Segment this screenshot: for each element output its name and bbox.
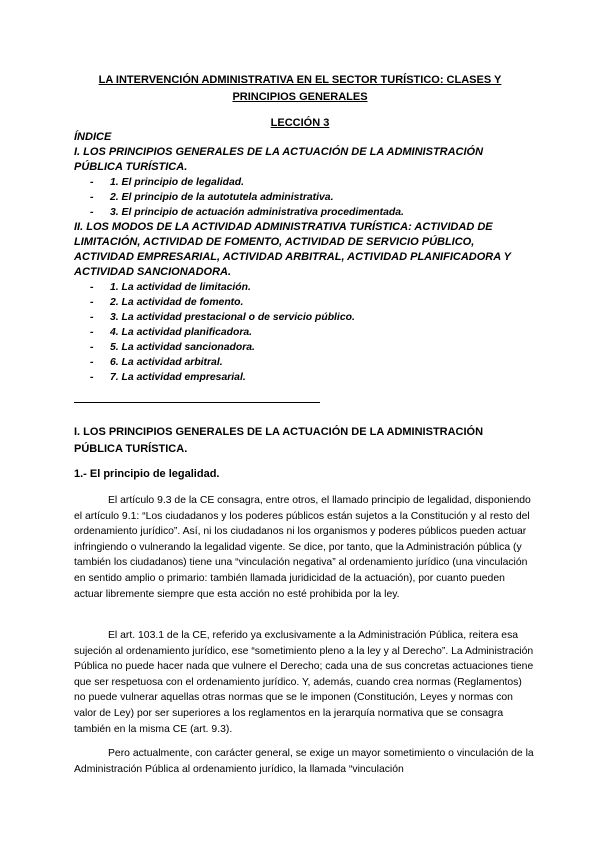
index-item: [74, 370, 524, 385]
bullet-dash: -: [90, 312, 94, 323]
index-item-text: 3. El principio de actuación administrativa procedimentada.: [110, 207, 404, 218]
paragraph-text: El art. 103.1 de la CE, referido ya exclusivamente a la Administración Pública, reitera esa sujeción al ordenamiento jurídico, ese “sometimiento pleno a la ley y al Derecho”. La Administración Pública no puede hacer nada que vulnere el Derecho; cada una de sus concretas actuaciones tiene que ser respetuosa con el ordenamiento jurídico. Y, además, cuando crea normas (Reglamentos) no puede vulnerar aquellas otras normas que se le imponen (Constitución, Leyes y normas con valor de Ley) por ser superiores a los reglamentos en la jerarquía normativa que se consagra también en la misma CE (art. 9.3).: [74, 630, 534, 735]
index-section-1: I. LOS PRINCIPIOS GENERALES DE LA ACTUACIÓN DE LA ADMINISTRACIÓN PÚBLICA TURÍSTICA.: [74, 146, 484, 173]
bullet-dash: -: [90, 192, 94, 203]
section-heading: I. LOS PRINCIPIOS GENERALES DE LA ACTUACIÓN DE LA ADMINISTRACIÓN PÚBLICA TURÍSTICA.: [74, 426, 484, 455]
index-item-text: 5. La actividad sancionadora.: [110, 342, 255, 353]
bullet-dash: -: [90, 372, 94, 383]
subsection-heading: 1.- El principio de legalidad.: [74, 468, 220, 480]
index-item: [74, 355, 524, 370]
bullet-dash: -: [90, 177, 94, 188]
index-item-text: 3. La actividad prestacional o de servicio público.: [110, 312, 355, 323]
bullet-dash: -: [90, 357, 94, 368]
index-item: [74, 175, 524, 190]
index-item: [74, 295, 524, 310]
index-item-text: 7. La actividad empresarial.: [110, 372, 246, 383]
index-item: [74, 310, 524, 325]
index-section-2: II. LOS MODOS DE LA ACTIVIDAD ADMINISTRATIVA TURÍSTICA: ACTIVIDAD DE LIMITACIÓN, ACTIVIDAD DE FOMENTO, ACTIVIDAD DE SERVICIO PÚBLICO, ACTIVIDAD EMPRESARIAL, ACTIVIDAD ARBITRAL, ACTIVIDAD PLANIFICADORA Y ACTIVIDAD SANCIONADORA.: [74, 221, 511, 278]
index-item: [74, 340, 524, 355]
index-item-text: 1. El principio de legalidad.: [110, 177, 244, 188]
document-title: LA INTERVENCIÓN ADMINISTRATIVA EN EL SECTOR TURÍSTICO: CLASES Y PRINCIPIOS GENERALES: [98, 74, 502, 103]
index-section-2-list: [74, 280, 524, 385]
bullet-dash: -: [90, 207, 94, 218]
paragraph-text: Pero actualmente, con carácter general, se exige un mayor sometimiento o vinculación de la Administración Pública al ordenamiento jurídico, la llamada “vinculación: [74, 748, 534, 775]
index-item: [74, 280, 524, 295]
bullet-dash: -: [90, 327, 94, 338]
index-item: [74, 325, 524, 340]
index-item-text: 4. La actividad planificadora.: [110, 327, 253, 338]
index-item-text: 2. La actividad de fomento.: [110, 297, 244, 308]
index-item: [74, 190, 524, 205]
index-item-text: 1. La actividad de limitación.: [110, 282, 251, 293]
table-of-contents: [74, 130, 524, 385]
index-heading: ÍNDICE: [74, 131, 112, 143]
index-item: [74, 205, 524, 220]
lesson-heading: LECCIÓN 3: [270, 117, 330, 129]
paragraph-3: [74, 746, 534, 777]
paragraph-1: [74, 493, 534, 602]
index-item-text: 6. La actividad arbitral.: [110, 357, 223, 368]
paragraph-2: [74, 628, 534, 737]
bullet-dash: -: [90, 342, 94, 353]
paragraph-text: El artículo 9.3 de la CE consagra, entre otros, el llamado principio de legalidad, disponiendo el artículo 9.1: “Los ciudadanos y los poderes públicos están sujetos a la Constitución y al resto del ordenamiento jurídico”. Así, ni los ciudadanos ni los organismos y poderes públicos pueden actuar infringiendo o vulnerando la legalidad vigente. Se dice, por tanto, que la Administración pública (y también los ciudadanos) tiene una “vinculación negativa” al ordenamiento jurídico (una vinculación en sentido amplio o primario: también llamada juridicidad de la actuación), por cuanto pueden actuar libremente siempre que esta acción no esté prohibida por la ley.: [74, 495, 531, 600]
index-item-text: 2. El principio de la autotutela administrativa.: [110, 192, 334, 203]
bullet-dash: -: [90, 297, 94, 308]
index-section-1-list: [74, 175, 524, 220]
separator-rule: [74, 402, 320, 403]
bullet-dash: -: [90, 282, 94, 293]
